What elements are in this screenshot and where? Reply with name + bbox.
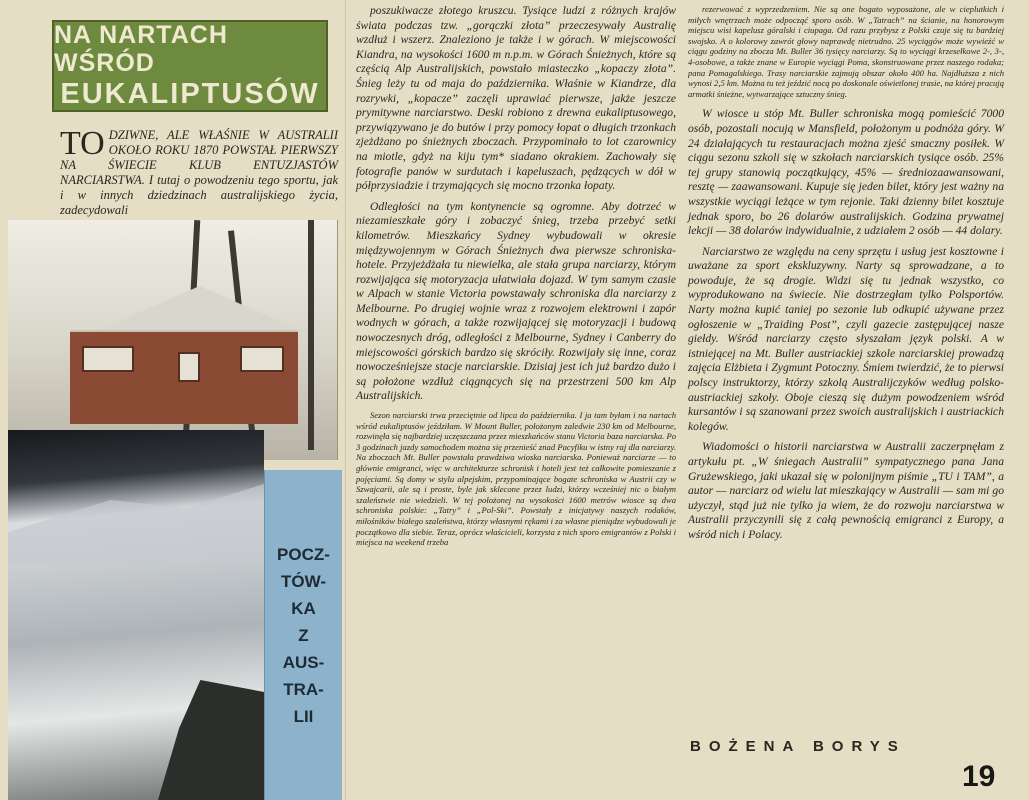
photo-snowy-mountains bbox=[8, 430, 264, 800]
body-paragraph: Odległości na tym kontynencie są ogromne. Aby dotrzeć w niezamieszkałe góry i zobaczyć śnieg, trzeba przebyć setki kilometrów. Mieszkańcy Sydney wybudowali w okresie międzywojennym w Górach Śnieżnych dwa pierwsze schroniska-hotele. Przyjeżdżała tu niewielka, ale stała grupa narciarzy, którym rozwijająca się motoryzacja ułatwiała dojazd. W tym samym czasie w Alpach w stanie Victoria powstawały schroniska dla narciarzy z Melbourne. Po drugiej wojnie wraz z rozwojem elektrowni i zapór wodnych w górach, a także rozwijającej się motoryzacji i budową nowoczesnych dróg, odległości z Melbourne, Sydney i Canberry do miejscowości górskich bardzo się skróciły. Rozwijały się inne, coraz nowocześniejsze stacje narciarskie. Dzisiaj jest ich już bardzo dużo i są położone wzdłuż ciągnących się na przestrzeni 500 km Alp Australijskich. bbox=[356, 199, 676, 403]
sidebar-paragraph: rezerwować z wyprzedzeniem. Nie są one bogato wyposażone, ale w cieplutkich i miłych wnętrzach może odpocząć sporo osób. W „Tatrach” na ścianie, na honorowym miejscu wisi kapelusz góralski i ciupaga. Od razu przybysz z Polski czuje się tu bardziej swojsko. A o kolorowy zawrót głowy naprawdę nietrudno. 25 wyciągów może wywieźć w ciągu godziny na zbocza Mt. Buller 36 tysięcy narciarzy. Są to wyciągi krzesełkowe 2-, 3-, 4-osobowe, a także znane w Europie wyciągi Poma, skonstruowane przez naszego rodaka; pana Pomagalskiego. Trasy narciarskie zajmują obszar około 400 ha. Najdłuższa z nich wynosi 2,5 km. Można tu też jeździć nocą po doskonale oświetlonej trasie, na której pracują armatki śnieżne, wytwarzające sztuczny śnieg. bbox=[688, 4, 1004, 99]
sidebar-paragraph: Sezon narciarski trwa przeciętnie od lipca do października. I ja tam byłam i na nartach wśród eukaliptusów jeździłam. W Mount Buller, położonym zaledwie 230 km od Melbourne, rozwinęła się najbardziej uczęszczana przez mieszkańców stanu Victoria baza narciarska. Po 3 godzinach jazdy samochodem można się przenieść znad Pacyfiku w istny raj dla narciarzy. Na zboczach Mt. Buller powstała prawdziwa wioska narciarska. Ponieważ narciarze — to głównie emigranci, więc w architekturze schronisk i hoteli jest też całkowite pomieszanie z pojęciami. Są domy w stylu alpejskim, przypominające bogate schroniska w Austrii czy w Szwajcarii, ale są i proste, byle jak sklecone przez ludzi, którzy wcześniej nic o białym szaleństwie nie wiedzieli. W tej położonej na wysokości 1600 metrów wiosce są dwa schroniska polskie: „Tatry” i „Pol-Ski”. Powstały z inicjatywy naszych rodaków, miłośników białego szaleństwa, którzy własnymi rękami i za własne pieniądze wybudowali je początkowo dla siebie. Teraz, oprócz właścicieli, korzysta z nich sporo emigrantów z Polski i miejsca na weekend trzeba bbox=[356, 410, 676, 548]
postcard-line: TÓW- bbox=[281, 571, 326, 591]
lead-rest-text: I tutaj o powodzeniu tego sportu, jak i w innych dziedzinach australijskiego życia, zadecydowali bbox=[60, 173, 338, 217]
page-number: 19 bbox=[962, 760, 996, 793]
hut-window bbox=[240, 346, 284, 372]
column-gutter bbox=[345, 0, 346, 800]
body-paragraph: Narciarstwo ze względu na ceny sprzętu i usług jest kosztowne i uważane za sport ekskluzywny. Narty są sprowadzane, a to powoduje, że są drogie. Widzi się tu jednak wszystko, co wyprodukowano na świecie. Nie dostrzegłam tylko Polsportów. Narty można kupić taniej po sezonie lub odkupić używane przez ogłoszenie w „Traiding Post”, czyli gazecie zastępującej nasze giełdy. Wśród narciarzy często słyszałam język polski. A w istniejącej na Mt. Buller austriackiej szkole narciarskiej prowadzą zajęcia Elżbieta i Zygmunt Potoczny. Śmiem twierdzić, że to pierwsi polscy instruktorzy, którzy szkolą Australijczyków według polsko-austriackiej szkoły. Oboje cieszą się dużym powodzeniem wśród kursantów i są szanowani przez swoich australijskich i austriackich kolegów. bbox=[688, 244, 1004, 433]
postcard-line: Z bbox=[298, 625, 309, 645]
article-title-box bbox=[52, 20, 328, 112]
postcard-line: TRA- bbox=[283, 679, 324, 699]
body-paragraph: W wiosce u stóp Mt. Buller schroniska mogą pomieścić 7000 osób, pozostali nocują w Mansfield, położonym u podnóża góry. W 24 działających tu restauracjach można zjeść smaczny posiłek. W ciągu sezonu szkoli się w szkołach narciarskich tysiące osób. 25% tej grupy stanowią początkujący, 45% — średniozaawansowani, resztę — zaawansowani. Kupuje się jeden bilet, który jest ważny na wszystkie wyciągi leżące w tym rejonie. Taki dzienny bilet kosztuje jednak sporo, bo 26 dolarów australijskich. Godzina prywatnej lekcji — 38 dolarów indywidualnie, z udziałem 2 osób — 44 dolary. bbox=[688, 107, 1004, 238]
article-column-2 bbox=[356, 4, 676, 554]
article-column-3 bbox=[688, 4, 1004, 549]
postcard-line: LII bbox=[293, 706, 314, 726]
mountain-ridge bbox=[8, 484, 264, 564]
title-line-2: EUKALIPTUSÓW bbox=[60, 78, 320, 111]
hut-window bbox=[82, 346, 134, 372]
tree-trunk bbox=[308, 220, 314, 450]
postcard-label bbox=[264, 470, 342, 800]
body-paragraph: Wiadomości o historii narciarstwa w Australii zaczerpnęłam z artykułu pt. „W śniegach Australii” sympatycznego pana Jana Grużewskiego, jaki ukazał się w polonijnym piśmie „TU i TAM”, a autor — narciarz od wielu lat mieszkający w Australii — sam mi go użyczył, stąd już nie tylko ja wiem, że do rozwoju narciarstwa w Australii przyczynili się z całą pewnością emigranci z Europy, a wśród nich i Polacy. bbox=[688, 440, 1004, 541]
body-paragraph: poszukiwacze złotego kruszcu. Tysiące ludzi z różnych krajów świata podczas tzw. „gorączki złota” przeczesywały Australię wzdłuż i wszerz. Znaleziono je także i w górach. W miejscowości Kiandra, na wysokości 1600 m n.p.m. w Górach Śnieżnych, które są częścią Alp Australijskich, powstało miasteczko „kopaczy złota”. Śnieg leży tu od maja do października. Właśnie w Kiandrze, dla rozrywki, „kopacze” zaczęli uprawiać pierwsze, jakże jeszcze prymitywne narciarstwo. Deski robiono z drewna eukaliptusowego, przywiązywano je do butów i przy pomocy łopat o długich trzonkach zjeżdżano po śnieżnych zboczach. Przypominało to lot czarownicy na miotle, gdyż na kiju tym* siadano okrakiem. Zachowały się fotografie panów w surdutach i kapeluszach, pędzących w dół w półprzysiadzie i trzymających się mocno trzonka łopaty. bbox=[356, 4, 676, 193]
hut-wall bbox=[70, 330, 298, 424]
lead-caps-text: DZIWNE, ALE WŁAŚNIE W AUSTRALII OKOŁO ROKU 1870 POWSTAŁ PIERWSZY NA ŚWIECIE KLUB ENTUZJASTÓW NARCIARSTWA. bbox=[60, 128, 338, 187]
postcard-line: AUS- bbox=[282, 652, 325, 672]
lead-dropcap: TO bbox=[60, 125, 105, 162]
hut-window bbox=[178, 352, 200, 382]
author-signature: BOŻENA BORYS bbox=[690, 738, 906, 755]
rock-outcrop bbox=[158, 680, 264, 800]
title-line-1: NA NARTACH WŚRÓD bbox=[54, 20, 228, 78]
lead-paragraph bbox=[60, 125, 338, 218]
postcard-line: KA bbox=[291, 598, 316, 618]
postcard-line: POCZ- bbox=[277, 544, 330, 564]
